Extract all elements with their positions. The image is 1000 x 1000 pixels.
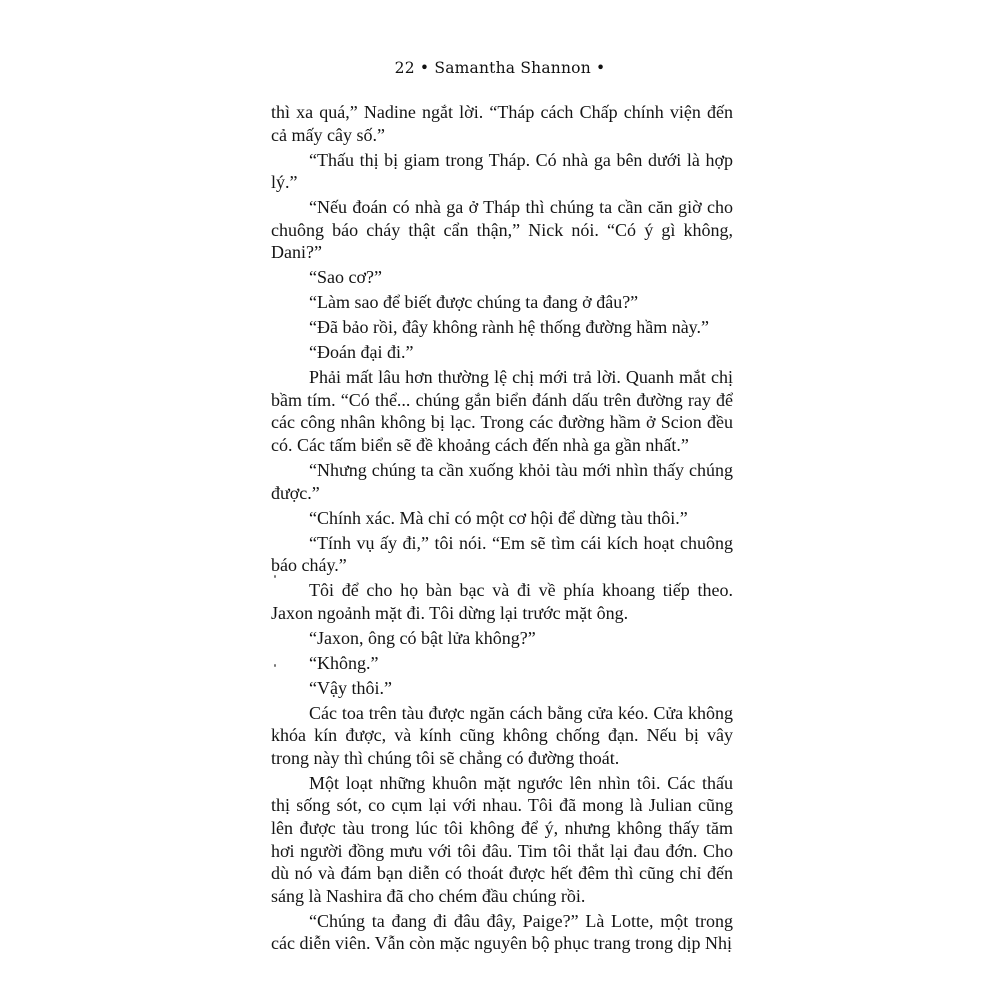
paragraph: Tôi để cho họ bàn bạc và đi về phía khoang tiếp theo. Jaxon ngoảnh mặt đi. Tôi dừng lại trước mặt ông. (271, 580, 733, 623)
paragraph: “Không.” (309, 652, 379, 673)
scan-speck (274, 575, 276, 578)
paragraph: “Sao cơ?” (309, 267, 382, 288)
author-name: Samantha Shannon (434, 59, 591, 77)
paragraph: thì xa quá,” Nadine ngắt lời. “Tháp cách Chấp chính viện đến cả mấy cây số.” (271, 102, 733, 145)
paragraph: “Nhưng chúng ta cần xuống khỏi tàu mới nhìn thấy chúng được.” (271, 460, 733, 503)
paragraph: “Thấu thị bị giam trong Tháp. Có nhà ga bên dưới là hợp lý.” (271, 149, 733, 193)
running-header (0, 59, 1000, 77)
paragraph: “Đã bảo rồi, đây không rành hệ thống đường hầm này.” (309, 317, 709, 338)
paragraph: “Tính vụ ấy đi,” tôi nói. “Em sẽ tìm cái kích hoạt chuông báo cháy.” (271, 532, 733, 576)
paragraph: Phải mất lâu hơn thường lệ chị mới trả lời. Quanh mắt chị bầm tím. “Có thể... chúng gắn biển đánh dấu trên đường ray để các công nhân không bị lạc. Trong các đường hầm ở Scion đều có. Các tấm biển sẽ đề khoảng cách đến nhà ga gần nhất.” (271, 367, 733, 456)
header-separator-trailing: • (596, 59, 606, 77)
scan-speck (274, 664, 276, 667)
header-separator: • (419, 59, 430, 77)
paragraph: “Chúng ta đang đi đâu đây, Paige?” Là Lotte, một trong các diễn viên. Vẫn còn mặc nguyên bộ phục trang trong dịp Nhị (271, 910, 733, 954)
paragraph: “Đoán đại đi.” (309, 342, 414, 363)
body-text (271, 101, 733, 957)
paragraph: “Vậy thôi.” (309, 677, 392, 698)
page-number: 22 (394, 59, 415, 77)
paragraph: “Chính xác. Mà chỉ có một cơ hội để dừng tàu thôi.” (309, 507, 688, 528)
paragraph: “Làm sao để biết được chúng ta đang ở đâu?” (309, 292, 639, 313)
paragraph: “Nếu đoán có nhà ga ở Tháp thì chúng ta cần căn giờ cho chuông báo cháy thật cẩn thận,” Nick nói. “Có ý gì không, Dani?” (271, 197, 733, 263)
paragraph: Các toa trên tàu được ngăn cách bằng cửa kéo. Cửa không khóa kín được, và kính cũng không chống đạn. Nếu bị vây trong này thì chúng tôi sẽ chẳng có đường thoát. (271, 702, 733, 768)
paragraph: “Jaxon, ông có bật lửa không?” (309, 627, 536, 648)
paragraph: Một loạt những khuôn mặt ngước lên nhìn tôi. Các thấu thị sống sót, co cụm lại với nhau. Tôi đã mong là Julian cũng lên được tàu trong lúc tôi không để ý, nhưng không thấy tăm hơi người đồng mưu với tôi đâu. Tim tôi thắt lại đau đớn. Cho dù nó và đám bạn diễn có thoát được hết đêm thì cũng chỉ đến sáng là Nashira đã cho chém đầu chúng rồi. (271, 772, 733, 906)
